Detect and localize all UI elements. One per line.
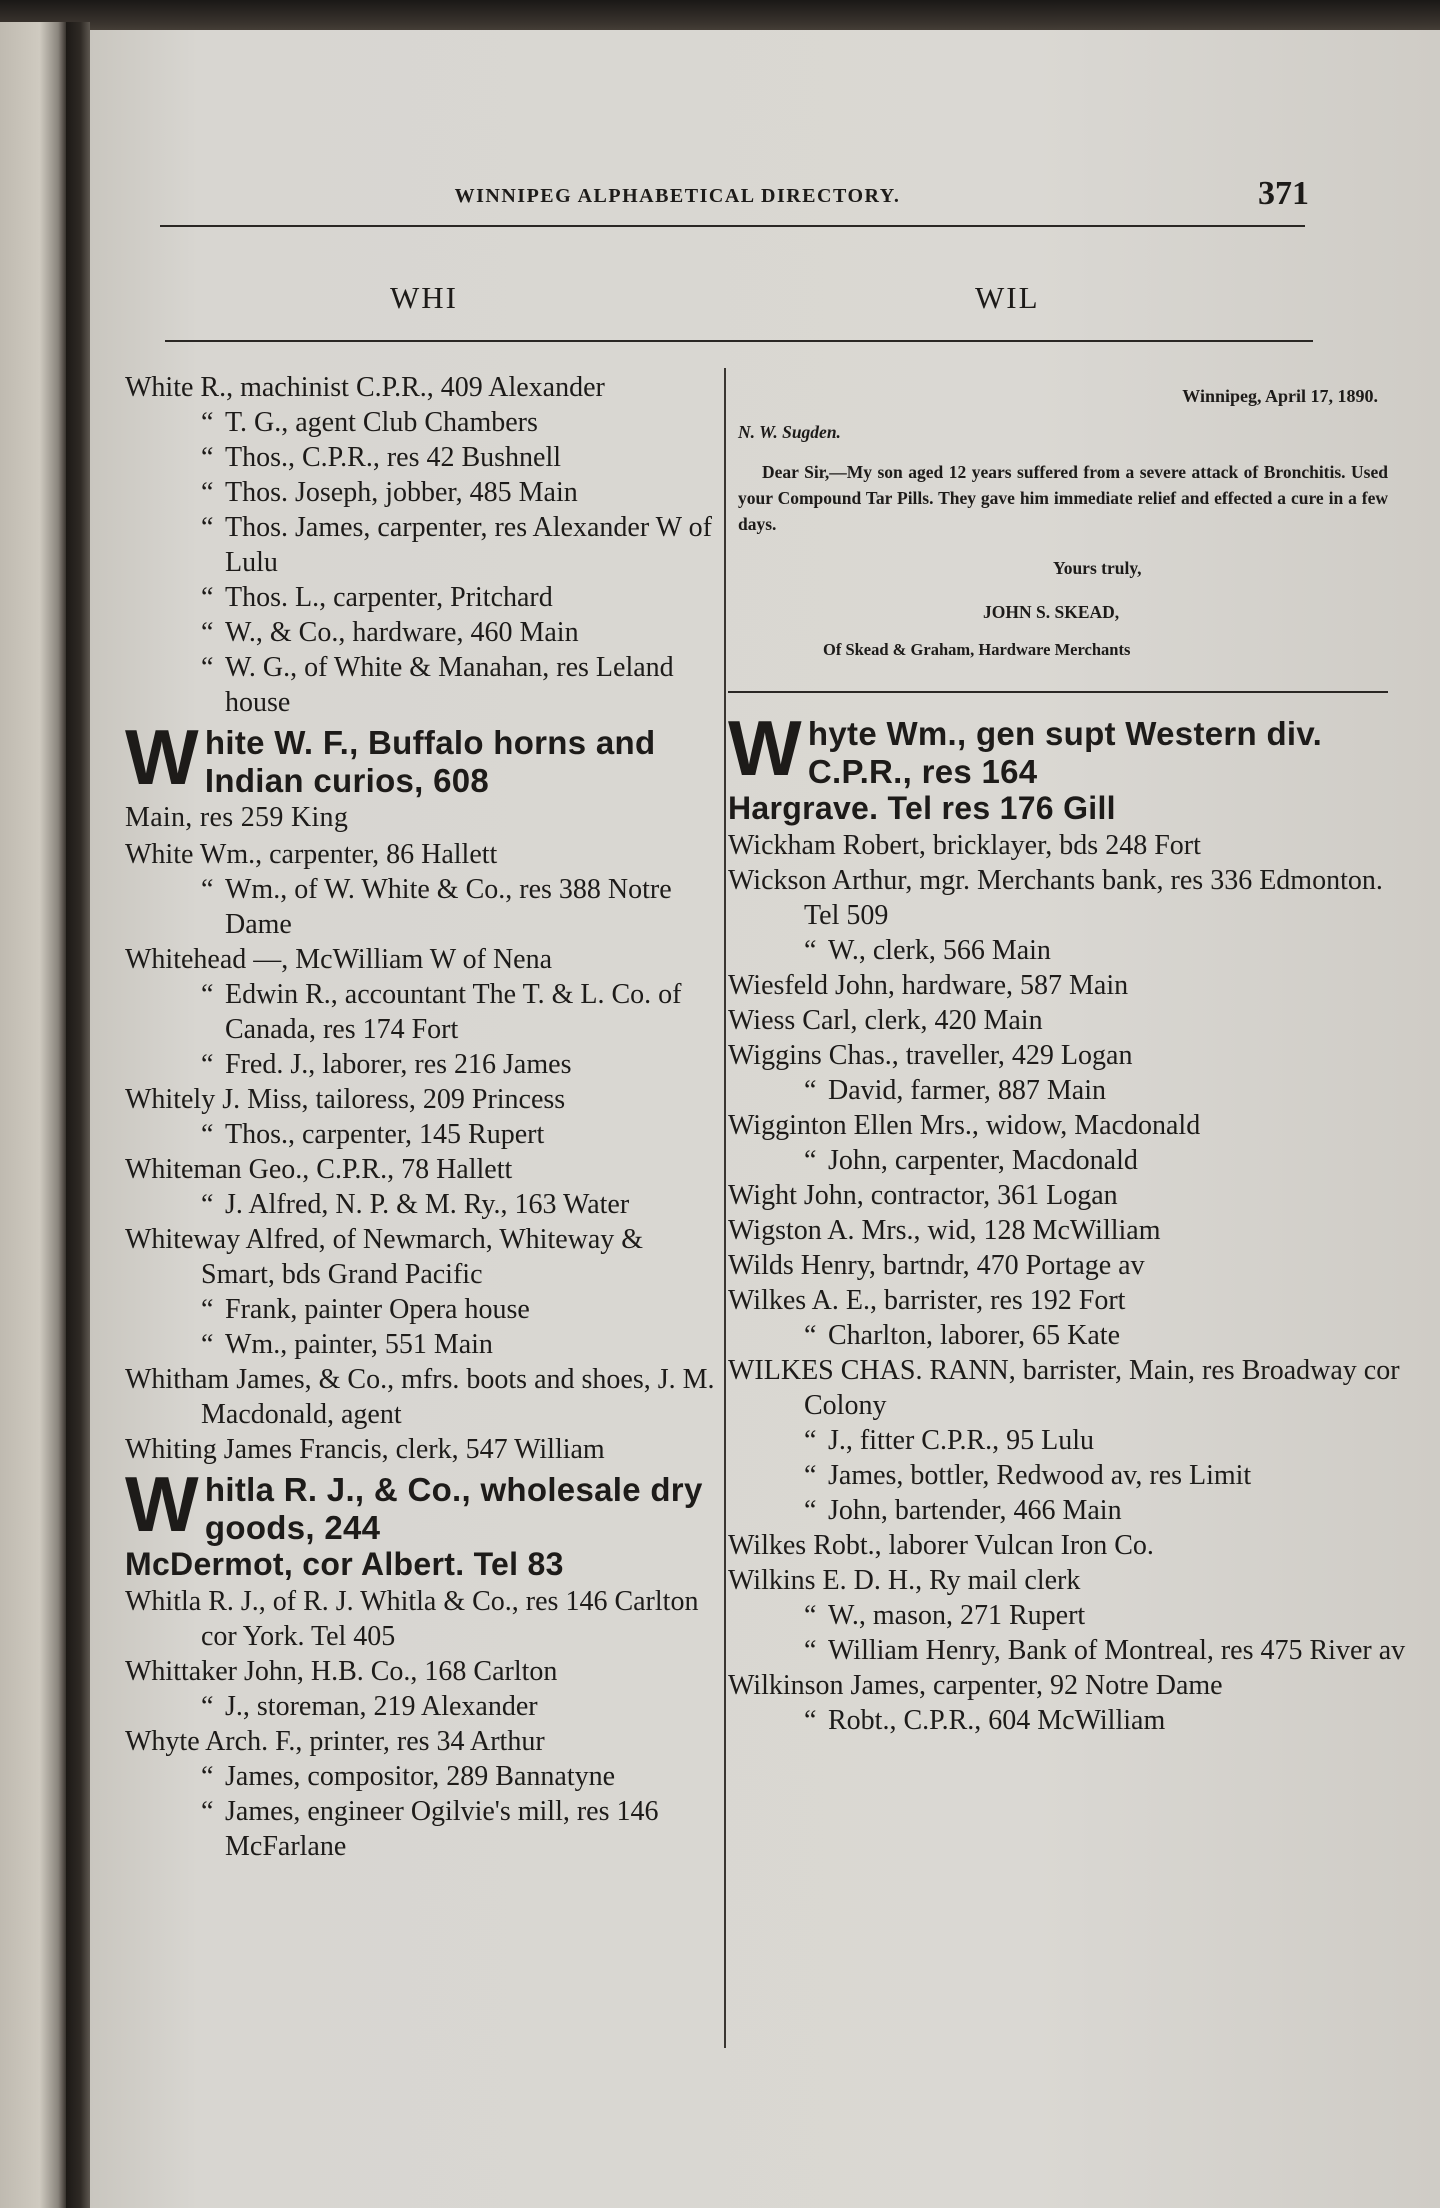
- testimonial-body: Dear Sir,—My son aged 12 years suffered from a severe attack of Bronchitis. Used your Compound Tar Pills. They gave him immediate relief and effected a cure in a few days.: [738, 462, 1388, 534]
- ditto-mark: “: [201, 407, 214, 438]
- directory-entry: [728, 1038, 1408, 1073]
- entry-text: Frank, painter Opera house: [225, 1294, 530, 1325]
- directory-entry: [728, 1178, 1408, 1213]
- entry-text: Robt., C.P.R., 604 McWilliam: [828, 1705, 1166, 1736]
- entry-text: Whittaker John, H.B. Co., 168 Carlton: [125, 1656, 558, 1687]
- directory-sub-entry: [125, 1292, 723, 1327]
- right-column-heading: WIL: [975, 280, 1040, 315]
- scan-top-edge: [0, 0, 1440, 34]
- running-title: WINNIPEG ALPHABETICAL DIRECTORY.: [454, 185, 901, 207]
- directory-entry: [728, 1528, 1408, 1563]
- directory-entry: [125, 837, 723, 872]
- ad-text: hitla R. J., & Co., wholesale dry goods, 244: [204, 1471, 703, 1546]
- testimonial-signature-title: Of Skead & Graham, Hardware Merchants: [823, 640, 1131, 659]
- book-gutter: [66, 22, 90, 2208]
- testimonial-ad: [728, 383, 1408, 693]
- entry-text: Thos., C.P.R., res 42 Bushnell: [225, 442, 562, 473]
- entry-text: Wm., of W. White & Co., res 388 Notre Dame: [225, 874, 672, 940]
- ad-initial-letter: W: [125, 713, 199, 801]
- directory-entry: [728, 1213, 1408, 1248]
- entry-text: Whitham James, & Co., mfrs. boots and shoes, J. M. Macdonald, agent: [125, 1364, 715, 1430]
- entry-text: David, farmer, 887 Main: [828, 1075, 1107, 1106]
- entry-text: William Henry, Bank of Montreal, res 475 River av: [828, 1635, 1406, 1666]
- testimonial-signature: JOHN S. SKEAD,: [983, 602, 1120, 622]
- testimonial-closing: Yours truly,: [1053, 558, 1142, 578]
- directory-sub-entry: [125, 580, 723, 615]
- directory-sub-entry: [728, 1703, 1408, 1738]
- entry-text: Whitely J. Miss, tailoress, 209 Princess: [125, 1084, 566, 1115]
- directory-entry: [728, 1108, 1408, 1143]
- directory-sub-entry: [728, 1143, 1408, 1178]
- entry-text: Wigginton Ellen Mrs., widow, Macdonald: [728, 1110, 1201, 1141]
- entry-text: J., storeman, 219 Alexander: [225, 1691, 538, 1722]
- entry-text: White R., machinist C.P.R., 409 Alexander: [125, 372, 605, 403]
- entry-text: John, bartender, 466 Main: [828, 1495, 1122, 1526]
- ditto-mark: “: [804, 935, 817, 966]
- directory-entry: [728, 1563, 1408, 1598]
- ditto-mark: “: [201, 512, 214, 543]
- directory-entry: [125, 1584, 723, 1654]
- entry-text: WILKES CHAS. RANN, barrister, Main, res Broadway cor Colony: [728, 1355, 1400, 1421]
- directory-sub-entry: [125, 1047, 723, 1082]
- directory-entry: [728, 1353, 1408, 1423]
- ditto-mark: “: [201, 1761, 214, 1792]
- directory-entry: [728, 828, 1408, 863]
- directory-sub-entry: [125, 615, 723, 650]
- ditto-mark: “: [804, 1600, 817, 1631]
- column-divider: [724, 368, 726, 2048]
- ditto-mark: “: [804, 1705, 817, 1736]
- entry-text: Wickham Robert, bricklayer, bds 248 Fort: [728, 830, 1201, 861]
- directory-entry: [125, 1082, 723, 1117]
- directory-sub-entry: [125, 1759, 723, 1794]
- ditto-mark: “: [201, 874, 214, 905]
- right-column: [728, 375, 1408, 1738]
- ditto-mark: “: [804, 1635, 817, 1666]
- entry-text: Thos. L., carpenter, Pritchard: [225, 582, 553, 613]
- entry-text: Thos., carpenter, 145 Rupert: [225, 1119, 545, 1150]
- entry-text: W., & Co., hardware, 460 Main: [225, 617, 579, 648]
- directory-sub-entry: [728, 1493, 1408, 1528]
- directory-sub-entry: [728, 1318, 1408, 1353]
- directory-sub-entry: [125, 1117, 723, 1152]
- display-ad-entry: [125, 1460, 723, 1582]
- ditto-mark: “: [201, 442, 214, 473]
- testimonial-rule: [728, 691, 1388, 693]
- testimonial-date: Winnipeg, April 17, 1890.: [1182, 386, 1378, 406]
- entry-text: Wilkins E. D. H., Ry mail clerk: [728, 1565, 1081, 1596]
- directory-entry: [125, 1222, 723, 1292]
- entry-text: Wight John, contractor, 361 Logan: [728, 1180, 1118, 1211]
- directory-entry: [728, 863, 1408, 933]
- directory-entry: [728, 968, 1408, 1003]
- entry-text: Thos. James, carpenter, res Alexander W of Lulu: [225, 512, 712, 578]
- directory-sub-entry: [728, 1598, 1408, 1633]
- directory-sub-entry: [728, 1633, 1408, 1668]
- entry-text: Whitla R. J., of R. J. Whitla & Co., res 146 Carlton cor York. Tel 405: [125, 1586, 699, 1652]
- entry-text: Edwin R., accountant The T. & L. Co. of Canada, res 174 Fort: [225, 979, 682, 1045]
- entry-text: Wigston A. Mrs., wid, 128 McWilliam: [728, 1215, 1161, 1246]
- ditto-mark: “: [804, 1425, 817, 1456]
- directory-entry: [728, 1003, 1408, 1038]
- directory-entry: [125, 1362, 723, 1432]
- entry-text: W., clerk, 566 Main: [828, 935, 1051, 966]
- directory-sub-entry: [728, 1423, 1408, 1458]
- ad-initial-letter: W: [125, 1460, 199, 1548]
- entry-text: Charlton, laborer, 65 Kate: [828, 1320, 1121, 1351]
- directory-entry: [125, 942, 723, 977]
- directory-sub-entry: [728, 1458, 1408, 1493]
- entry-text: Whyte Arch. F., printer, res 34 Arthur: [125, 1726, 545, 1757]
- directory-sub-entry: [125, 440, 723, 475]
- entry-text: W., mason, 271 Rupert: [828, 1600, 1086, 1631]
- ad-text-continued: McDermot, cor Albert. Tel 83: [125, 1546, 564, 1582]
- entry-text: Wiggins Chas., traveller, 429 Logan: [728, 1040, 1133, 1071]
- ad-text-continued: Hargrave. Tel res 176 Gill: [728, 790, 1116, 826]
- ditto-mark: “: [804, 1075, 817, 1106]
- entry-text: W. G., of White & Manahan, res Leland house: [225, 652, 674, 718]
- ditto-mark: “: [201, 979, 214, 1010]
- directory-sub-entry: [125, 405, 723, 440]
- directory-entry: [728, 1248, 1408, 1283]
- display-ad-entry: [728, 704, 1408, 826]
- entry-text: T. G., agent Club Chambers: [225, 407, 538, 438]
- directory-entry: [125, 1432, 723, 1467]
- directory-sub-entry: [125, 977, 723, 1047]
- ditto-mark: “: [804, 1145, 817, 1176]
- ditto-mark: “: [804, 1460, 817, 1491]
- entry-text: J., fitter C.P.R., 95 Lulu: [828, 1425, 1095, 1456]
- directory-sub-entry: [125, 1187, 723, 1222]
- facing-page-edge: [0, 22, 66, 2208]
- directory-entry: [125, 1654, 723, 1689]
- column-heading-rule: [165, 340, 1313, 342]
- ad-text: hite W. F., Buffalo horns and Indian curios, 608: [204, 724, 656, 799]
- right-column-entries: [728, 704, 1408, 1738]
- entry-text: Whiteway Alfred, of Newmarch, Whiteway & Smart, bds Grand Pacific: [125, 1224, 644, 1290]
- ditto-mark: “: [201, 1119, 214, 1150]
- directory-entry: [125, 1724, 723, 1759]
- entry-text: James, bottler, Redwood av, res Limit: [828, 1460, 1252, 1491]
- ditto-mark: “: [201, 1691, 214, 1722]
- directory-entry: [728, 1283, 1408, 1318]
- ditto-mark: “: [804, 1495, 817, 1526]
- header-rule: [160, 225, 1305, 227]
- entry-text: Wm., painter, 551 Main: [225, 1329, 493, 1360]
- ditto-mark: “: [804, 1320, 817, 1351]
- ditto-mark: “: [201, 1294, 214, 1325]
- directory-sub-entry: [125, 872, 723, 942]
- directory-sub-entry: [125, 1689, 723, 1724]
- left-column: [125, 370, 723, 1864]
- directory-sub-entry: [125, 1794, 723, 1864]
- entry-text: Thos. Joseph, jobber, 485 Main: [225, 477, 578, 508]
- ad-text: hyte Wm., gen supt Western div. C.P.R., res 164: [807, 715, 1323, 790]
- entry-text: Wilkinson James, carpenter, 92 Notre Dame: [728, 1670, 1223, 1701]
- directory-page: [90, 30, 1440, 2208]
- entry-text: Wilkes A. E., barrister, res 192 Fort: [728, 1285, 1126, 1316]
- testimonial-addressee: N. W. Sugden.: [738, 422, 841, 442]
- directory-entry: [728, 1668, 1408, 1703]
- display-ad-entry: [125, 713, 723, 835]
- entry-text: Whitehead —, McWilliam W of Nena: [125, 944, 553, 975]
- entry-text: Whiting James Francis, clerk, 547 William: [125, 1434, 605, 1465]
- entry-text: James, engineer Ogilvie's mill, res 146 McFarlane: [225, 1796, 659, 1862]
- ditto-mark: “: [201, 617, 214, 648]
- ditto-mark: “: [201, 1189, 214, 1220]
- ditto-mark: “: [201, 652, 214, 683]
- directory-sub-entry: [125, 510, 723, 580]
- ditto-mark: “: [201, 1049, 214, 1080]
- directory-sub-entry: [125, 1327, 723, 1362]
- directory-sub-entry: [728, 933, 1408, 968]
- ad-text-continued: Main, res 259 King: [125, 802, 349, 833]
- ad-initial-letter: W: [728, 704, 802, 792]
- ditto-mark: “: [201, 477, 214, 508]
- ditto-mark: “: [201, 1796, 214, 1827]
- entry-text: John, carpenter, Macdonald: [828, 1145, 1138, 1176]
- entry-text: White Wm., carpenter, 86 Hallett: [125, 839, 498, 870]
- page-number: 371: [1258, 175, 1309, 212]
- directory-sub-entry: [728, 1073, 1408, 1108]
- entry-text: Whiteman Geo., C.P.R., 78 Hallett: [125, 1154, 513, 1185]
- directory-entry: [125, 1152, 723, 1187]
- entry-text: Wiess Carl, clerk, 420 Main: [728, 1005, 1043, 1036]
- entry-text: Wilds Henry, bartndr, 470 Portage av: [728, 1250, 1145, 1281]
- entry-text: J. Alfred, N. P. & M. Ry., 163 Water: [225, 1189, 630, 1220]
- directory-sub-entry: [125, 650, 723, 720]
- directory-sub-entry: [125, 475, 723, 510]
- entry-text: Wilkes Robt., laborer Vulcan Iron Co.: [728, 1530, 1154, 1561]
- entry-text: Wiesfeld John, hardware, 587 Main: [728, 970, 1129, 1001]
- directory-entry: [125, 370, 723, 405]
- ditto-mark: “: [201, 582, 214, 613]
- left-column-heading: WHI: [390, 280, 458, 315]
- entry-text: Wickson Arthur, mgr. Merchants bank, res 336 Edmonton. Tel 509: [728, 865, 1383, 931]
- entry-text: James, compositor, 289 Bannatyne: [225, 1761, 616, 1792]
- ditto-mark: “: [201, 1329, 214, 1360]
- entry-text: Fred. J., laborer, res 216 James: [225, 1049, 572, 1080]
